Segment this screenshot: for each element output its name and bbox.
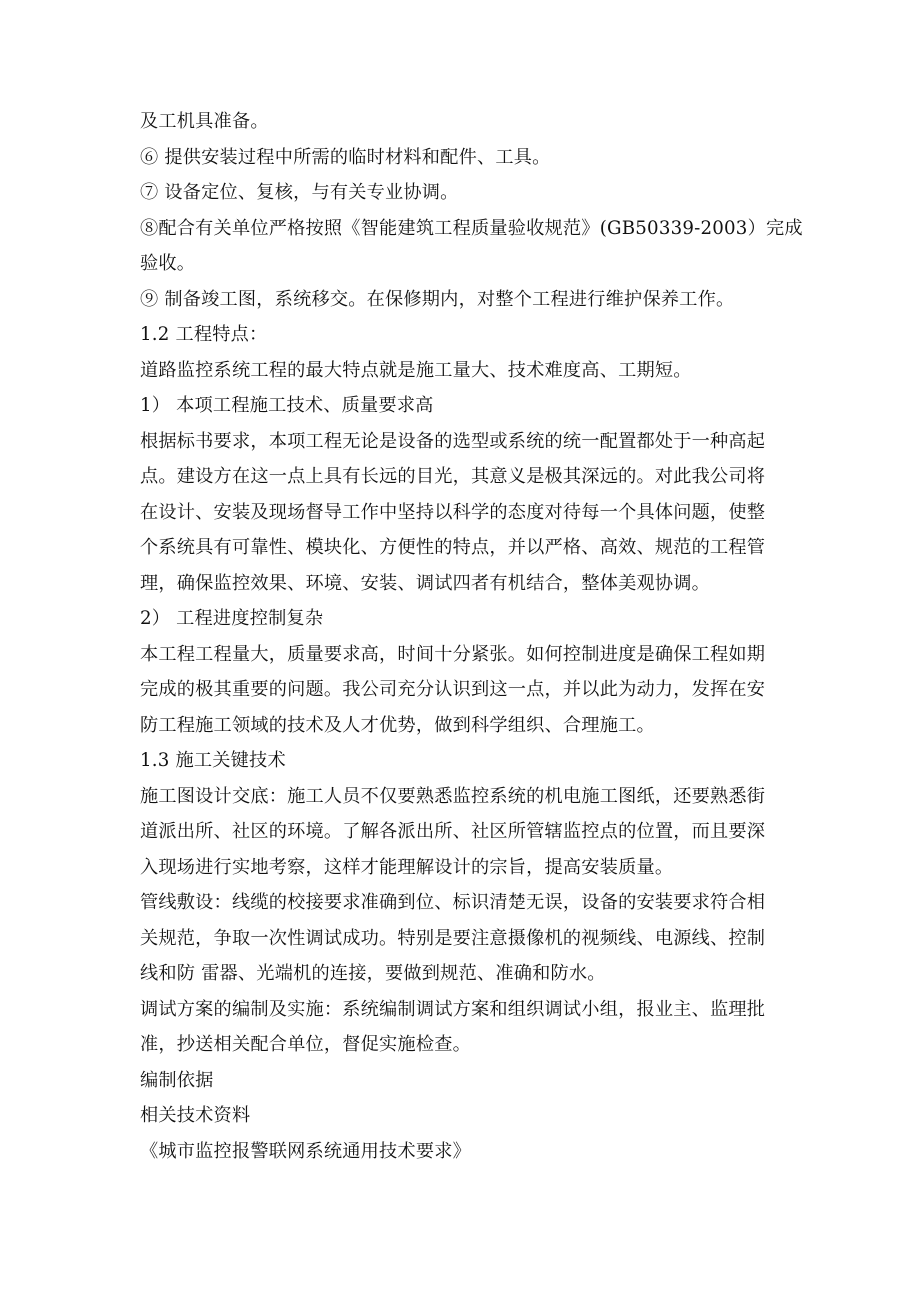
list-item-7: ⑦ 设备定位、复核，与有关专业协调。 (140, 182, 459, 203)
list-item-9: ⑨ 制备竣工图，系统移交。在保修期内，对整个工程进行维护保养工作。 (140, 288, 735, 310)
paragraph-line: 根据标书要求，本项工程无论是设备的选型或系统的统一配置都处于一种高起 (140, 430, 766, 452)
paragraph-line: 个系统具有可靠性、模块化、方便性的特点，并以严格、高效、规范的工程管 (140, 537, 766, 558)
text-line: 相关技术资料 (140, 1105, 251, 1126)
text-line: 及工机具准备。 (140, 111, 269, 132)
paragraph-line: 完成的极其重要的问题。我公司充分认识到这一点，并以此为动力，发挥在安 (140, 679, 766, 700)
list-item-8: ⑧配合有关单位严格按照《智能建筑工程质量验收规范》(GB50339-2003）完成 (140, 217, 803, 239)
section-heading-1-3: 1.3 施工关键技术 (140, 750, 286, 771)
paragraph-line: 道路监控系统工程的最大特点就是施工量大、技术难度高、工期短。 (140, 359, 692, 381)
paragraph-line: 点。建设方在这一点上具有长远的目光，其意义是极其深远的。对此我公司将 (140, 466, 766, 487)
paragraph-line: 准，抄送相关配合单位，督促实施检查。 (140, 1034, 471, 1055)
document-body (140, 104, 803, 1169)
paragraph-line: 入现场进行实地考察，这样才能理解设计的宗旨，提高安装质量。 (140, 856, 674, 878)
heading-basis: 编制依据 (140, 1069, 214, 1091)
text-line: 验收。 (140, 253, 196, 274)
subheading-1: 1） 本项工程施工技术、质量要求高 (140, 395, 434, 416)
paragraph-line: 在设计、安装及现场督导工作中坚持以科学的态度对待每一个具体问题，使整 (140, 501, 766, 523)
paragraph-line: 管线敷设：线缆的校接要求准确到位、标识清楚无误，设备的安装要求符合相 (140, 892, 766, 913)
paragraph-line: 防工程施工领域的技术及人才优势，做到科学组织、合理施工。 (140, 714, 655, 736)
reference-title: 《城市监控报警联网系统通用技术要求》 (140, 1140, 471, 1162)
subheading-2: 2） 工程进度控制复杂 (140, 608, 324, 629)
paragraph-line: 道派出所、社区的环境。了解各派出所、社区所管辖监控点的位置，而且要深 (140, 821, 766, 842)
paragraph-line: 理，确保监控效果、环境、安装、调试四者有机结合，整体美观协调。 (140, 572, 711, 594)
paragraph-line: 关规范，争取一次性调试成功。特别是要注意摄像机的视频线、电源线、控制 (140, 927, 766, 949)
list-item-6: ⑥ 提供安装过程中所需的临时材料和配件、工具。 (140, 146, 551, 168)
paragraph-line: 调试方案的编制及实施：系统编制调试方案和组织调试小组，报业主、监理批 (140, 998, 766, 1020)
paragraph-line: 施工图设计交底：施工人员不仅要熟悉监控系统的机电施工图纸，还要熟悉街 (140, 785, 766, 807)
section-heading-1-2: 1.2 工程特点： (140, 324, 268, 345)
paragraph-line: 线和防 雷器、光端机的连接，要做到规范、准确和防水。 (140, 963, 606, 984)
paragraph-line: 本工程工程量大，质量要求高，时间十分紧张。如何控制进度是确保工程如期 (140, 643, 766, 665)
